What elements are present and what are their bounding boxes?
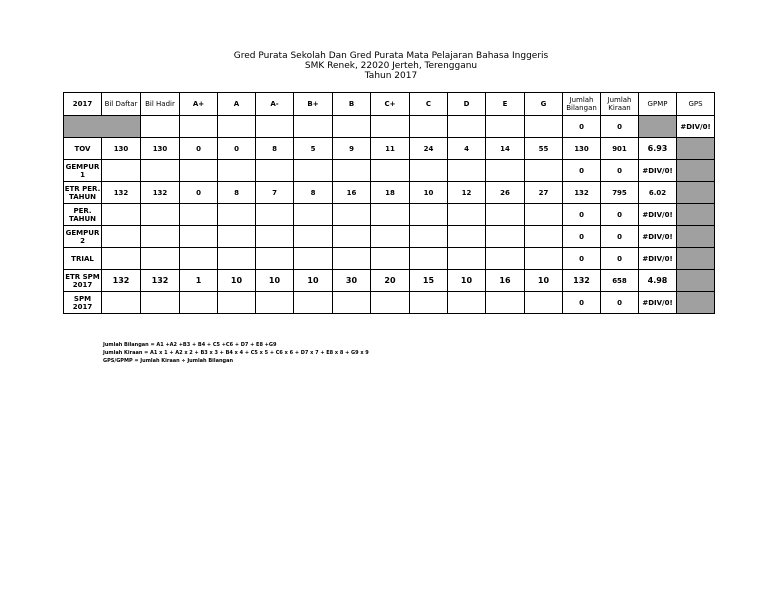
- cell-gpmp: #DIV/0!: [639, 204, 677, 226]
- note-gps-gpmp: GPS/GPMP = Jumlah Kiraan ÷ Jumlah Bilangan: [103, 358, 234, 364]
- cell-d: 10: [448, 270, 486, 292]
- header-gps: GPS: [677, 93, 715, 116]
- table-row-gempur1: [64, 160, 715, 182]
- row-label: GEMPUR 1: [64, 160, 102, 182]
- cell-aminus: 10: [256, 270, 294, 292]
- table-row-tov: [64, 138, 715, 160]
- cell-jumlah-kiraan: 795: [601, 182, 639, 204]
- cell-daftar: 132: [102, 182, 141, 204]
- header-e: E: [486, 93, 525, 116]
- table-row-trial: [64, 248, 715, 270]
- table-row-gempur2: [64, 226, 715, 248]
- cell-gpmp: #DIV/0!: [639, 226, 677, 248]
- table-row-spm-2017: [64, 292, 715, 314]
- cell-gps: #DIV/0!: [677, 116, 715, 138]
- cell-jumlah-kiraan: 0: [601, 248, 639, 270]
- header-gpmp: GPMP: [639, 93, 677, 116]
- cell-c: 10: [410, 182, 448, 204]
- cell-jumlah-kiraan: 0: [601, 292, 639, 314]
- cell-gpmp: 6.93: [639, 138, 677, 160]
- cell-aplus: 0: [180, 138, 218, 160]
- title-line-1: Gred Purata Sekolah Dan Gred Purata Mata Pelajaran Bahasa Inggeris: [233, 51, 549, 61]
- cell-e: 14: [486, 138, 525, 160]
- header-row: [64, 93, 715, 116]
- row-label: SPM 2017: [64, 292, 102, 314]
- header-g: G: [525, 93, 563, 116]
- row-label: GEMPUR 2: [64, 226, 102, 248]
- header-jumlah-kiraan: Jumlah Kiraan: [601, 93, 639, 116]
- header-c: C: [410, 93, 448, 116]
- row-label: ETR SPM 2017: [64, 270, 102, 292]
- cell-jumlah-bilangan: 0: [563, 248, 601, 270]
- header-a: A: [218, 93, 256, 116]
- gray-cell: [677, 270, 715, 292]
- cell-jumlah-bilangan: 0: [563, 204, 601, 226]
- header-aplus: A+: [180, 93, 218, 116]
- cell-d: 12: [448, 182, 486, 204]
- formula-notes: [103, 341, 369, 365]
- cell-b: 30: [333, 270, 371, 292]
- cell-jumlah-bilangan: 0: [563, 292, 601, 314]
- cell-bplus: 5: [294, 138, 333, 160]
- gray-cell: [677, 204, 715, 226]
- gray-cell: [677, 138, 715, 160]
- grade-table: [63, 92, 715, 314]
- cell-d: 4: [448, 138, 486, 160]
- cell-hadir: 132: [141, 270, 180, 292]
- note-jumlah-kiraan: Jumlah Kiraan = A1 x 1 + A2 x 2 + B3 x 3 + B4 x 4 + C5 x 5 + C6 x 6 + D7 x 7 + E8 x 8 + G9 x 9: [103, 350, 369, 356]
- cell-c: 24: [410, 138, 448, 160]
- cell-gpmp: #DIV/0!: [639, 292, 677, 314]
- cell-jumlah-bilangan: 0: [563, 226, 601, 248]
- table-row-blank: [64, 116, 715, 138]
- cell-aminus: 8: [256, 138, 294, 160]
- gray-cell: [64, 116, 141, 138]
- cell-jumlah-bilangan: 132: [563, 182, 601, 204]
- title-line-2: SMK Renek, 22020 Jerteh, Terengganu: [304, 61, 478, 71]
- cell-jumlah-bilangan: 0: [563, 160, 601, 182]
- table-row-etr-spm: [64, 270, 715, 292]
- header-bplus: B+: [294, 93, 333, 116]
- cell-daftar: 132: [102, 270, 141, 292]
- cell-jumlah-bilangan: 132: [563, 270, 601, 292]
- cell-jumlah-kiraan: 0: [601, 226, 639, 248]
- header-cplus: C+: [371, 93, 410, 116]
- header-d: D: [448, 93, 486, 116]
- cell-bplus: 10: [294, 270, 333, 292]
- gray-cell: [677, 160, 715, 182]
- table-row-etr-per-tahun: [64, 182, 715, 204]
- cell-jumlah-bilangan: 0: [563, 116, 601, 138]
- header-bil-daftar: Bil Daftar: [102, 93, 141, 116]
- header-year: 2017: [64, 93, 102, 116]
- cell-g: 55: [525, 138, 563, 160]
- gray-cell: [677, 182, 715, 204]
- gray-cell: [677, 292, 715, 314]
- cell-b: 16: [333, 182, 371, 204]
- header-bil-hadir: Bil Hadir: [141, 93, 180, 116]
- cell-jumlah-kiraan: 901: [601, 138, 639, 160]
- cell-c: 15: [410, 270, 448, 292]
- note-jumlah-bilangan: Jumlah Bilangan = A1 +A2 +B3 + B4 + C5 +C6 + D7 + E8 +G9: [103, 342, 277, 348]
- cell-jumlah-kiraan: 0: [601, 160, 639, 182]
- cell-hadir: 130: [141, 138, 180, 160]
- cell-gpmp: #DIV/0!: [639, 160, 677, 182]
- cell-gpmp: #DIV/0!: [639, 248, 677, 270]
- cell-jumlah-kiraan: 658: [601, 270, 639, 292]
- row-label: TRIAL: [64, 248, 102, 270]
- row-label: PER. TAHUN: [64, 204, 102, 226]
- cell-cplus: 20: [371, 270, 410, 292]
- row-label: TOV: [64, 138, 102, 160]
- cell-a: 8: [218, 182, 256, 204]
- cell-hadir: 132: [141, 182, 180, 204]
- cell-gpmp: 6.02: [639, 182, 677, 204]
- cell-jumlah-kiraan: 0: [601, 116, 639, 138]
- header-aminus: A-: [256, 93, 294, 116]
- cell-daftar: 130: [102, 138, 141, 160]
- cell-bplus: 8: [294, 182, 333, 204]
- gray-cell: [639, 116, 677, 138]
- cell-e: 26: [486, 182, 525, 204]
- cell-a: 0: [218, 138, 256, 160]
- cell-jumlah-kiraan: 0: [601, 204, 639, 226]
- gray-cell: [677, 226, 715, 248]
- row-label: ETR PER. TAHUN: [64, 182, 102, 204]
- table-row-per-tahun: [64, 204, 715, 226]
- cell-aminus: 7: [256, 182, 294, 204]
- cell-jumlah-bilangan: 130: [563, 138, 601, 160]
- cell-cplus: 11: [371, 138, 410, 160]
- title-line-3: Tahun 2017: [364, 71, 418, 81]
- cell-g: 27: [525, 182, 563, 204]
- cell-b: 9: [333, 138, 371, 160]
- cell-aplus: 1: [180, 270, 218, 292]
- cell-g: 10: [525, 270, 563, 292]
- cell-aplus: 0: [180, 182, 218, 204]
- cell-cplus: 18: [371, 182, 410, 204]
- header-b: B: [333, 93, 371, 116]
- cell-e: 16: [486, 270, 525, 292]
- cell-a: 10: [218, 270, 256, 292]
- report-title: [0, 51, 768, 81]
- cell-gpmp: 4.98: [639, 270, 677, 292]
- header-jumlah-bilangan: Jumlah Bilangan: [563, 93, 601, 116]
- gray-cell: [677, 248, 715, 270]
